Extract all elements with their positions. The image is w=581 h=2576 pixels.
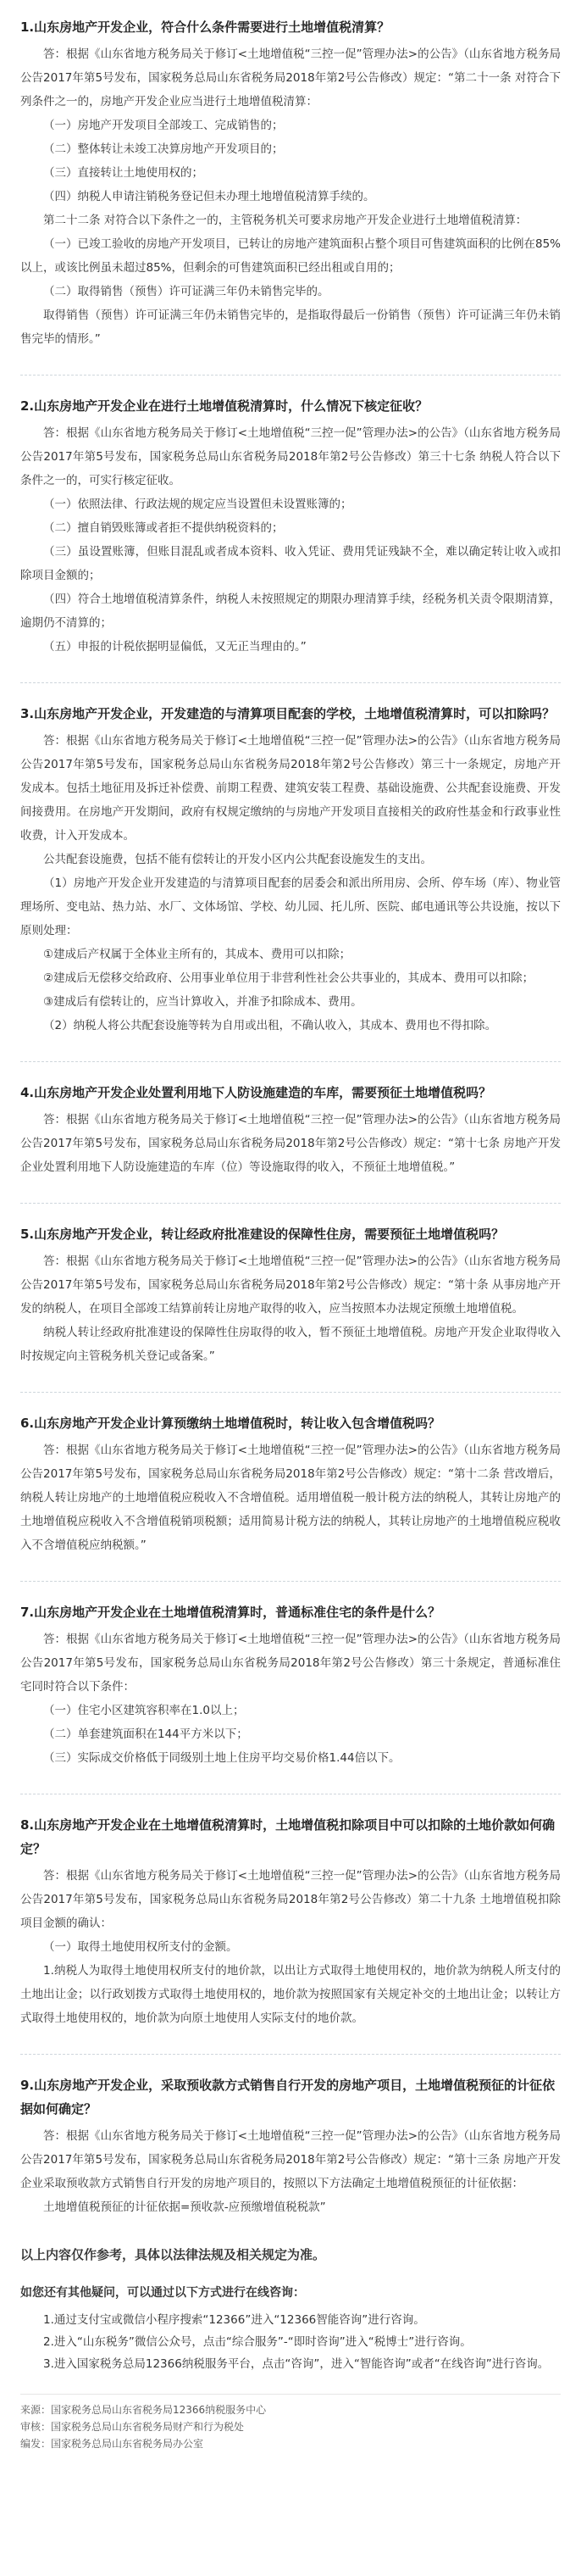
answer-paragraph: （二）单套建筑面积在144平方米以下；: [43, 1728, 248, 1741]
divider: [20, 2054, 561, 2055]
qa-2: [20, 394, 561, 659]
answer-paragraph: ①建成后产权属于全体业主所有的，其成本、费用可以扣除；: [43, 948, 351, 961]
qa-6: [20, 1411, 561, 1557]
qa-8: [20, 1813, 561, 2030]
answer-paragraph: 第二十二条 对符合以下条件之一的，主管税务机关可要求房地产开发企业进行土地增值税清算：: [43, 214, 528, 227]
answer-paragraph: ③建成后有偿转让的，应当计算收入，并准予扣除成本、费用。: [43, 995, 362, 1009]
answer-paragraph: （五）申报的计税依据明显偏低，又无正当理由的。”: [43, 640, 307, 654]
answer-paragraph: （二）擅自销毁账簿或者拒不提供纳税资料的；: [43, 521, 284, 535]
answer-paragraph: 取得销售（预售）许可证满三年仍未销售完毕的，是指取得最后一份销售（预售）许可证满三年仍未销售完毕的情形。”: [20, 309, 561, 346]
answer-paragraph: 答：根据《山东省地方税务局关于修订<土地增值税“三控一促”管理办法>的公告》（山东省地方税务局公告2017年第5号发布，国家税务总局山东省税务局2018年第2号公告修改）规定：“第十二条 营改增后，纳税人转让房地产的土地增值税应税收入不含增值税。适用增值税一般计税方法的纳税人，其转让房地产的土地增值税应税收入不含增值税销项税额；适用简易计税方法的纳税人，其转让房地产的土地增值税应税收入不含增值税应纳税额。”: [20, 1444, 561, 1552]
answer-paragraph: 土地增值税预征的计征依据=预收款-应预缴增值税税款”: [43, 2200, 326, 2214]
credit-editor: 编发：国家税务总局山东省税务局办公室: [20, 2438, 204, 2450]
answer-paragraph: （1）房地产开发企业开发建造的与清算项目配套的居委会和派出所用房、会所、停车场（库）、物业管理场所、变电站、热力站、水厂、文体场馆、学校、幼儿园、托儿所、医院、邮电通讯等公共设施，按以下原则处理：: [20, 876, 561, 937]
qa-5: [20, 1222, 561, 1368]
divider: [20, 1581, 561, 1582]
disclaimer: 以上内容仅作参考，具体以法律法规及相关规定为准。: [20, 2247, 326, 2262]
answer-paragraph: ②建成后无偿移交给政府、公用事业单位用于非营利性社会公共事业的，其成本、费用可以扣除；: [43, 971, 534, 985]
question-title: 8.山东房地产开发企业在土地增值税清算时，土地增值税扣除项目中可以扣除的土地价款如何确定？: [20, 1817, 556, 1856]
consult-item: 3.进入国家税务总局12366纳税服务平台，点击“咨询”，进入“智能咨询”或者“在线咨询”进行咨询。: [43, 2357, 550, 2371]
answer-paragraph: （三）实际成交价格低于同级别土地上住房平均交易价格1.44倍以下。: [43, 1751, 401, 1765]
answer-paragraph: （一）住宅小区建筑容积率在1.0以上；: [43, 1704, 245, 1717]
question-title: 3.山东房地产开发企业，开发建造的与清算项目配套的学校，土地增值税清算时，可以扣除吗？: [20, 706, 556, 721]
qa-9: [20, 2073, 561, 2219]
answer-paragraph: 答：根据《山东省地方税务局关于修订<土地增值税“三控一促”管理办法>的公告》（山东省地方税务局公告2017年第5号发布，国家税务总局山东省税务局2018年第2号公告修改）规定：“第十三条 房地产开发企业采取预收款方式销售自行开发的房地产项目的，按照以下方法确定土地增值税预征的计征依据：: [20, 2129, 561, 2190]
answer-paragraph: 答：根据《山东省地方税务局关于修订<土地增值税“三控一促”管理办法>的公告》（山东省地方税务局公告2017年第5号发布，国家税务总局山东省税务局2018年第2号公告修改）规定：“第二十一条 对符合下列条件之一的，房地产开发企业应当进行土地增值税清算：: [20, 47, 561, 108]
answer-paragraph: （一）已竣工验收的房地产开发项目，已转让的房地产建筑面积占整个项目可售建筑面积的比例在85%以上，或该比例虽未超过85%，但剩余的可售建筑面积已经出租或自用的；: [20, 237, 561, 275]
answer-paragraph: （2）纳税人将公共配套设施等转为自用或出租，不确认收入，其成本、费用也不得扣除。: [43, 1019, 497, 1032]
consult-item: 2.进入“山东税务”微信公众号，点击“综合服务”-“即时咨询”进入“税博士”进行咨询。: [43, 2335, 472, 2349]
divider: [20, 1203, 561, 1204]
answer-paragraph: （二）整体转让未竣工决算房地产开发项目的；: [43, 142, 284, 156]
credit-source: 来源：国家税务总局山东省税务局12366纳税服务中心: [20, 2404, 267, 2416]
answer-paragraph: 纳税人转让经政府批准建设的保障性住房取得的收入，暂不预征土地增值税。房地产开发企业取得收入时按规定向主管税务机关登记或备案。”: [20, 1326, 561, 1363]
answer-paragraph: （一）依照法律、行政法规的规定应当设置但未设置账簿的；: [43, 498, 352, 511]
answer-paragraph: （三）虽设置账簿，但账目混乱或者成本资料、收入凭证、费用凭证残缺不全，难以确定转让收入或扣除项目金额的；: [20, 545, 561, 582]
consult-section: [20, 2282, 561, 2375]
question-title: 2.山东房地产开发企业在进行土地增值税清算时，什么情况下核定征收？: [20, 398, 429, 414]
answer-paragraph: 答：根据《山东省地方税务局关于修订<土地增值税“三控一促”管理办法>的公告》（山东省地方税务局公告2017年第5号发布，国家税务总局山东省税务局2018年第2号公告修改）规定：“第十条 从事房地产开发的纳税人，在项目全部竣工结算前转让房地产取得的收入，应当按照本办法规定预缴土地增值税。: [20, 1255, 561, 1316]
question-title: 1.山东房地产开发企业，符合什么条件需要进行土地增值税清算？: [20, 19, 390, 35]
consult-item: 1.通过支付宝或微信小程序搜索“12366”进入“12366智能咨询”进行咨询。: [43, 2313, 425, 2327]
answer-paragraph: 1.纳税人为取得土地使用权所支付的地价款，以出让方式取得土地使用权的，地价款为纳税人所支付的土地出让金；以行政划拨方式取得土地使用权的，地价款为按照国家有关规定补交的土地出让金；以转让方式取得土地使用权的，地价款为向原土地使用人实际支付的地价款。: [20, 1964, 561, 2025]
qa-4: [20, 1081, 561, 1179]
divider: [20, 375, 561, 376]
qa-3: [20, 702, 561, 1038]
answer-paragraph: （一）房地产开发项目全部竣工、完成销售的；: [43, 119, 284, 132]
consult-title: 如您还有其他疑问，可以通过以下方式进行在线咨询：: [20, 2286, 305, 2300]
answer-paragraph: （四）符合土地增值税清算条件，纳税人未按照规定的期限办理清算手续，经税务机关责令限期清算，逾期仍不清算的；: [20, 593, 561, 630]
answer-paragraph: （一）取得土地使用权所支付的金额。: [43, 1940, 238, 1954]
qa-1: [20, 15, 561, 351]
answer-paragraph: （三）直接转让土地使用权的；: [43, 166, 203, 180]
answer-paragraph: 答：根据《山东省地方税务局关于修订<土地增值税“三控一促”管理办法>的公告》（山东省地方税务局公告2017年第5号发布，国家税务总局山东省税务局2018年第2号公告修改）第三十七条 纳税人符合以下条件之一的，可实行核定征收。: [20, 426, 561, 487]
question-title: 9.山东房地产开发企业，采取预收款方式销售自行开发的房地产项目，土地增值税预征的计征依据如何确定？: [20, 2078, 556, 2117]
answer-paragraph: 答：根据《山东省地方税务局关于修订<土地增值税“三控一促”管理办法>的公告》（山东省地方税务局公告2017年第5号发布，国家税务总局山东省税务局2018年第2号公告修改）第三十一条规定，房地产开发成本。包括土地征用及拆迁补偿费、前期工程费、建筑安装工程费、基础设施费、公共配套设施费、开发间接费用。在房地产开发期间，政府有权规定缴纳的与房地产开发项目直接相关的政府性基金和行政事业性收费，计入开发成本。: [20, 734, 561, 843]
divider: [20, 682, 561, 683]
answer-paragraph: （四）纳税人申请注销税务登记但未办理土地增值税清算手续的。: [43, 190, 375, 203]
question-title: 6.山东房地产开发企业计算预缴纳土地增值税时，转让收入包含增值税吗？: [20, 1416, 441, 1431]
divider: [20, 1392, 561, 1393]
question-title: 4.山东房地产开发企业处置利用地下人防设施建造的车库，需要预征土地增值税吗？: [20, 1085, 492, 1100]
credits: [20, 2394, 561, 2452]
question-title: 5.山东房地产开发企业，转让经政府批准建设的保障性住房，需要预征土地增值税吗？: [20, 1227, 505, 1242]
answer-paragraph: 答：根据《山东省地方税务局关于修订<土地增值税“三控一促”管理办法>的公告》（山东省地方税务局公告2017年第5号发布，国家税务总局山东省税务局2018年第2号公告修改）规定：“第十七条 房地产开发企业处置利用地下人防设施建造的车库（位）等设施取得的收入，不预征土地增值税。”: [20, 1113, 561, 1174]
answer-paragraph: 答：根据《山东省地方税务局关于修订<土地增值税“三控一促”管理办法>的公告》（山东省地方税务局公告2017年第5号发布，国家税务总局山东省税务局2018年第2号公告修改）第三十条规定，普通标准住宅同时符合以下条件：: [20, 1633, 561, 1694]
answer-paragraph: （二）取得销售（预售）许可证满三年仍未销售完毕的。: [43, 285, 329, 298]
answer-paragraph: 公共配套设施费，包括不能有偿转让的开发小区内公共配套设施发生的支出。: [43, 853, 432, 866]
divider: [20, 1061, 561, 1062]
question-title: 7.山东房地产开发企业在土地增值税清算时，普通标准住宅的条件是什么？: [20, 1605, 441, 1620]
qa-7: [20, 1600, 561, 1770]
credit-review: 审核：国家税务总局山东省税务局财产和行为税处: [20, 2421, 245, 2433]
answer-paragraph: 答：根据《山东省地方税务局关于修订<土地增值税“三控一促”管理办法>的公告》（山东省地方税务局公告2017年第5号发布，国家税务总局山东省税务局2018年第2号公告修改）第二十九条 土地增值税扣除项目金额的确认：: [20, 1869, 561, 1930]
